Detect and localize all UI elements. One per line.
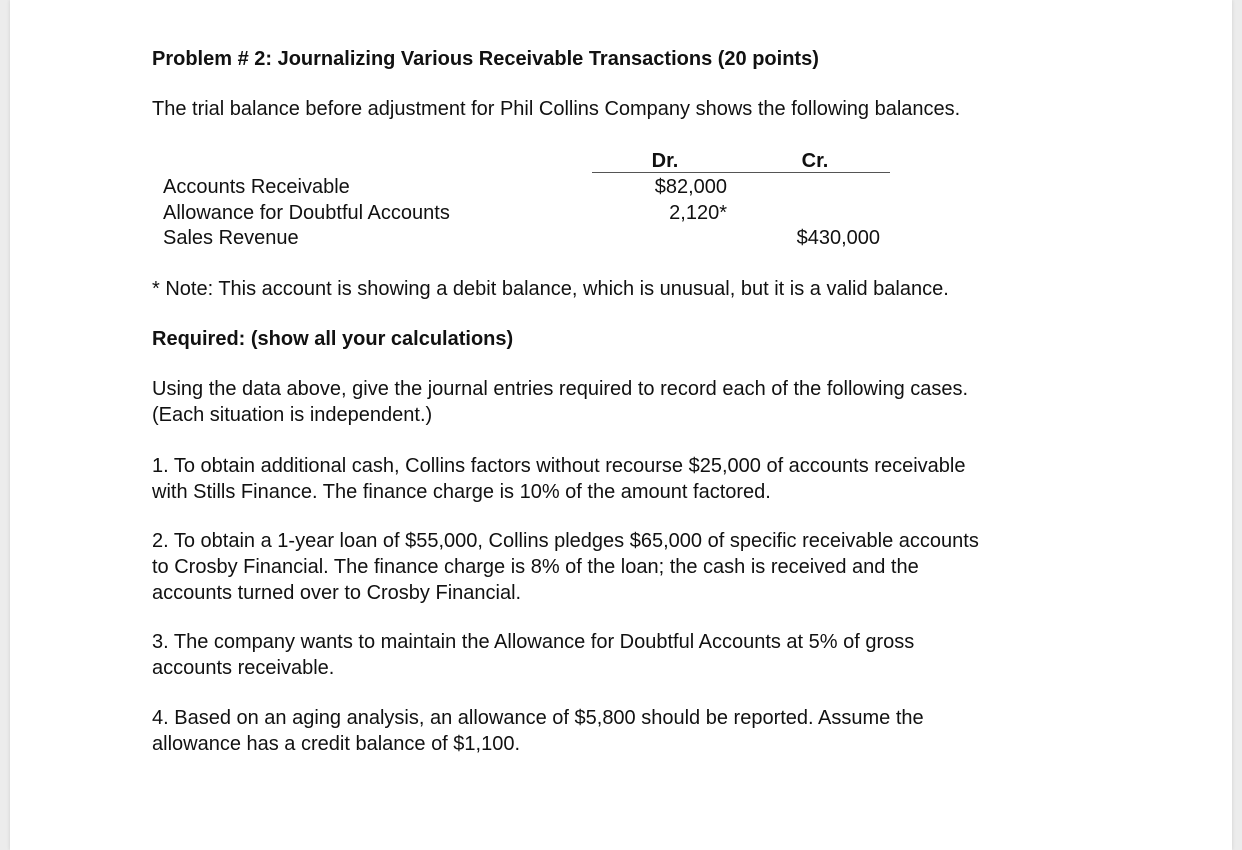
case-line: accounts turned over to Crosby Financial. — [152, 582, 522, 604]
instruction-line: (Each situation is independent.) — [152, 404, 433, 426]
debit-amount: $82,000 — [654, 176, 727, 198]
instruction-line: Using the data above, give the journal entries required to record each of the following cases. — [152, 378, 969, 400]
case-line: accounts receivable. — [152, 657, 335, 679]
cr-header: Cr. — [801, 150, 829, 172]
required-heading: Required: (show all your calculations) — [152, 328, 514, 350]
case-line: to Crosby Financial. The finance charge is 8% of the loan; the cash is received and the — [152, 556, 919, 578]
case-line: 4. Based on an aging analysis, an allowance of $5,800 should be reported. Assume the — [152, 707, 924, 729]
problem-title: Problem # 2: Journalizing Various Receivable Transactions (20 points) — [152, 48, 819, 70]
note-text: * Note: This account is showing a debit balance, which is unusual, but it is a valid balance. — [152, 278, 949, 300]
dr-underline — [592, 172, 742, 173]
debit-amount: 2,120* — [669, 202, 727, 224]
document-page — [10, 0, 1232, 850]
account-name: Sales Revenue — [163, 227, 299, 249]
cr-underline — [742, 172, 890, 173]
credit-amount: $430,000 — [796, 227, 880, 249]
account-name: Allowance for Doubtful Accounts — [163, 202, 450, 224]
case-line: with Stills Finance. The finance charge is 10% of the amount factored. — [152, 481, 771, 503]
case-line: 3. The company wants to maintain the Allowance for Doubtful Accounts at 5% of gross — [152, 631, 915, 653]
case-line: 1. To obtain additional cash, Collins factors without recourse $25,000 of accounts receivable — [152, 455, 966, 477]
dr-header: Dr. — [651, 150, 679, 172]
account-name: Accounts Receivable — [163, 176, 350, 198]
intro-text: The trial balance before adjustment for Phil Collins Company shows the following balances. — [152, 98, 961, 120]
case-line: allowance has a credit balance of $1,100. — [152, 733, 521, 755]
case-line: 2. To obtain a 1-year loan of $55,000, Collins pledges $65,000 of specific receivable accounts — [152, 530, 979, 552]
